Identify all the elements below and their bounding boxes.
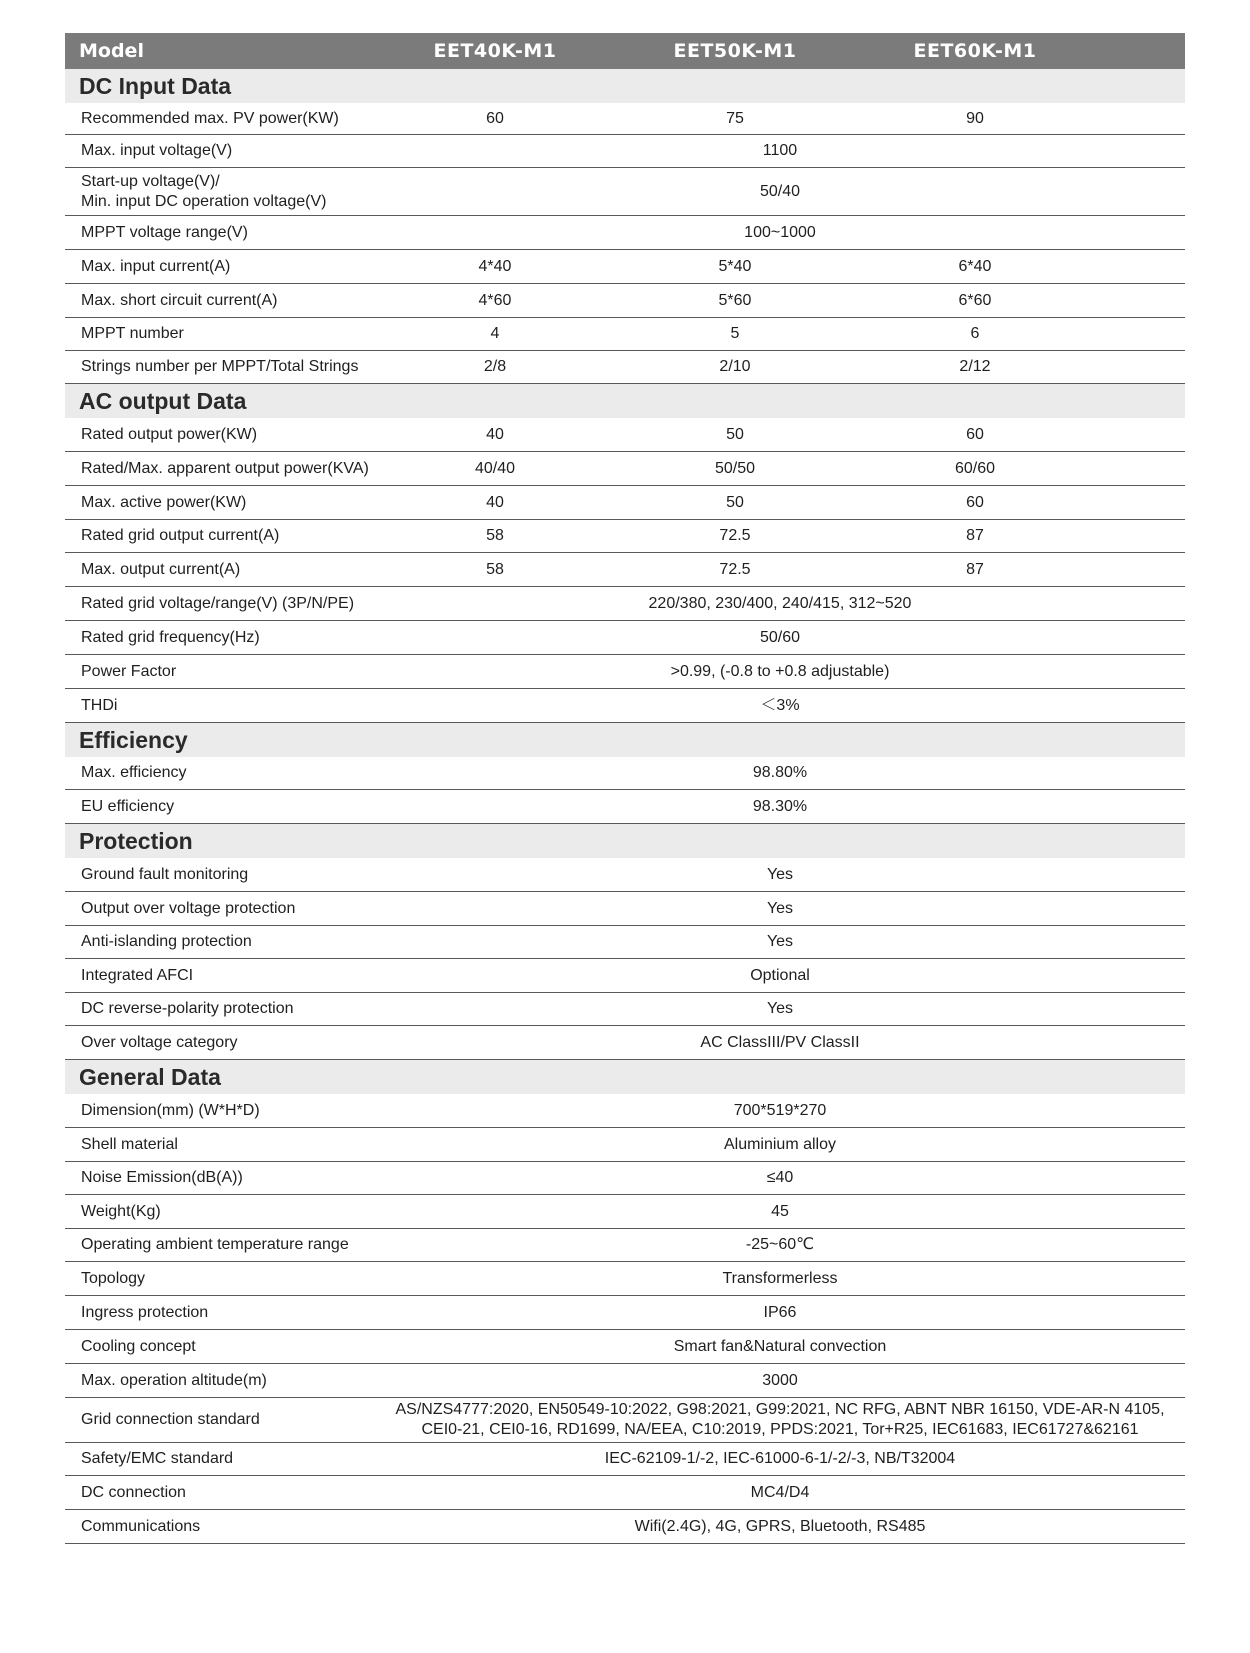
spec-value: 50/50 [714,459,756,477]
spec-row [65,1262,1185,1296]
spec-value: 60 [486,109,504,127]
spec-row [65,486,1185,520]
spec-row [65,926,1185,959]
spec-row [65,351,1185,384]
spec-value: Smart fan&Natural convection [673,1337,887,1355]
spec-value: 2/10 [719,358,751,375]
spec-row [65,168,1185,216]
model-header-row [65,33,1185,69]
spec-value: MC4/D4 [750,1483,810,1501]
spec-value: 98.30% [752,797,808,815]
spec-label: Anti-islanding protection [81,933,252,950]
spec-label: Max. active power(KW) [81,493,247,511]
spec-row [65,1398,1185,1443]
spec-label: Rated grid output current(A) [81,527,280,544]
spec-value: Yes [766,1000,794,1017]
spec-value: 5*60 [718,291,752,309]
spec-value: Wifi(2.4G), 4G, GPRS, Bluetooth, RS485 [634,1517,926,1535]
spec-value: 90 [966,109,984,127]
spec-row [65,1296,1185,1330]
spec-label: THDi [81,696,118,714]
spec-value: IEC-62109-1/-2, IEC-61000-6-1/-2/-3, NB/T32004 [604,1450,956,1467]
spec-value: 60 [966,493,984,511]
spec-value-line: AS/NZS4777:2020, EN50549-10:2022, G98:2021, G99:2021, NC RFG, ABNT NBR 16150, VDE-AR-N 4105, [395,1401,1165,1418]
spec-row [65,587,1185,621]
spec-label: Dimension(mm) (W*H*D) [81,1101,260,1119]
spec-value: 2/8 [483,358,507,375]
spec-row [65,858,1185,892]
spec-value: 40 [486,493,504,511]
spec-label: DC connection [81,1483,186,1501]
spec-row [65,135,1185,168]
spec-row [65,318,1185,351]
model-label: Model [79,40,144,62]
spec-value [375,1400,1185,1440]
spec-value: Yes [766,933,794,950]
spec-label: Noise Emission(dB(A)) [81,1169,243,1186]
spec-label: Strings number per MPPT/Total Strings [81,358,359,375]
spec-label: Topology [81,1269,146,1287]
spec-label: Output over voltage protection [81,899,296,917]
spec-value: 1100 [762,142,798,159]
spec-row [65,1128,1185,1162]
spec-row [65,418,1185,452]
spec-value: 6*60 [958,291,992,309]
spec-value: 700*519*270 [733,1101,827,1119]
spec-row [65,790,1185,824]
model-name: EET40K-M1 [433,40,557,62]
spec-value: 4 [490,325,500,342]
spec-row [65,1330,1185,1364]
spec-label: Max. input voltage(V) [81,142,233,159]
spec-value: IP66 [763,1303,797,1321]
spec-value: Aluminium alloy [723,1135,837,1153]
spec-label-line: Start-up voltage(V)/ [81,172,220,190]
spec-label: Recommended max. PV power(KW) [81,109,339,127]
spec-label: Rated grid voltage/range(V) (3P/N/PE) [81,594,355,612]
spec-value: 50 [726,493,744,511]
spec-label: Max. short circuit current(A) [81,291,278,309]
spec-value: 98.80% [752,764,808,781]
model-name: EET60K-M1 [913,40,1037,62]
section-title: Protection [65,824,1185,858]
spec-value: 40 [486,425,504,443]
spec-value: -25~60℃ [745,1236,815,1253]
section-title: Efficiency [65,723,1185,757]
spec-row [65,520,1185,553]
spec-value: 3000 [762,1371,798,1389]
spec-value: Transformerless [722,1269,838,1287]
spec-label: Power Factor [81,662,177,680]
spec-row [65,689,1185,723]
spec-label: Max. operation altitude(m) [81,1371,267,1389]
spec-label: DC reverse-polarity protection [81,1000,294,1017]
spec-row [65,103,1185,135]
spec-row [65,1026,1185,1060]
spec-row [65,1443,1185,1476]
spec-value: 60 [966,425,984,443]
spec-value: 60/60 [954,459,996,477]
spec-label: Ground fault monitoring [81,865,249,883]
spec-value: 72.5 [719,527,751,544]
spec-label: Rated output power(KW) [81,425,258,443]
spec-row [65,621,1185,655]
spec-row [65,284,1185,318]
spec-row [65,452,1185,486]
spec-label: Rated/Max. apparent output power(KVA) [81,459,369,477]
spec-row [65,1364,1185,1398]
spec-value: 50 [726,425,744,443]
spec-label: Integrated AFCI [81,966,194,984]
spec-label: Ingress protection [81,1303,209,1321]
spec-value: 40/40 [474,459,516,477]
spec-label: MPPT voltage range(V) [81,223,248,241]
spec-value: 100~1000 [744,223,816,241]
spec-value: ≤40 [766,1169,794,1186]
spec-label [65,172,375,212]
spec-value: 5 [730,325,740,342]
spec-value: 72.5 [719,560,751,578]
spec-value: >0.99, (-0.8 to +0.8 adjustable) [670,662,890,680]
spec-label: Max. efficiency [81,764,187,781]
spec-label: Cooling concept [81,1337,196,1355]
spec-value: 58 [486,560,504,578]
spec-value: 4*40 [478,257,512,275]
spec-value: 6 [970,325,980,342]
spec-row [65,1510,1185,1544]
spec-label: Over voltage category [81,1033,238,1051]
spec-row [65,553,1185,587]
spec-value: 6*40 [958,257,992,275]
spec-row [65,757,1185,790]
spec-value-line: CEI0-21, CEI0-16, RD1699, NA/EEA, C10:2019, PPDS:2021, Tor+R25, IEC61683, IEC61727&62161 [421,1421,1139,1438]
spec-value: 220/380, 230/400, 240/415, 312~520 [648,594,912,612]
spec-label: Operating ambient temperature range [81,1236,349,1253]
spec-value: ＜3% [760,696,800,714]
spec-value: 45 [771,1202,789,1220]
spec-label: Grid connection standard [81,1411,260,1428]
spec-value: 5*40 [718,257,752,275]
spec-value: 87 [966,560,984,578]
spec-row [65,892,1185,926]
spec-label: Safety/EMC standard [81,1450,234,1467]
spec-value: 50/40 [759,182,801,200]
spec-value: 58 [486,527,504,544]
spec-value: AC ClassIII/PV ClassII [700,1033,860,1051]
spec-label: Max. input current(A) [81,257,231,275]
spec-row [65,1476,1185,1510]
spec-row [65,655,1185,689]
section-title: AC output Data [65,384,1185,418]
spec-row [65,1094,1185,1128]
spec-value: 87 [966,527,984,544]
spec-label: Shell material [81,1135,178,1153]
spec-row [65,1162,1185,1195]
spec-label-line: Min. input DC operation voltage(V) [81,192,327,210]
model-name: EET50K-M1 [673,40,797,62]
section-title: DC Input Data [65,69,1185,103]
spec-value: Optional [750,966,810,984]
spec-label: Weight(Kg) [81,1202,161,1220]
spec-row [65,959,1185,993]
spec-label: Communications [81,1517,201,1535]
spec-row [65,216,1185,250]
spec-value: 4*60 [478,291,512,309]
spec-table-body [65,69,1185,1544]
spec-value: 2/12 [959,358,991,375]
spec-row [65,1195,1185,1229]
spec-value: Yes [766,865,794,883]
spec-value: Yes [766,899,794,917]
spec-label: Rated grid frequency(Hz) [81,628,260,646]
spec-label: EU efficiency [81,797,175,815]
section-title: General Data [65,1060,1185,1094]
spec-label: MPPT number [81,325,184,342]
spec-value: 50/60 [759,628,801,646]
spec-row [65,1229,1185,1262]
spec-value: 75 [726,109,744,127]
spec-row [65,993,1185,1026]
spec-sheet [65,33,1185,1544]
spec-row [65,250,1185,284]
spec-label: Max. output current(A) [81,560,241,578]
